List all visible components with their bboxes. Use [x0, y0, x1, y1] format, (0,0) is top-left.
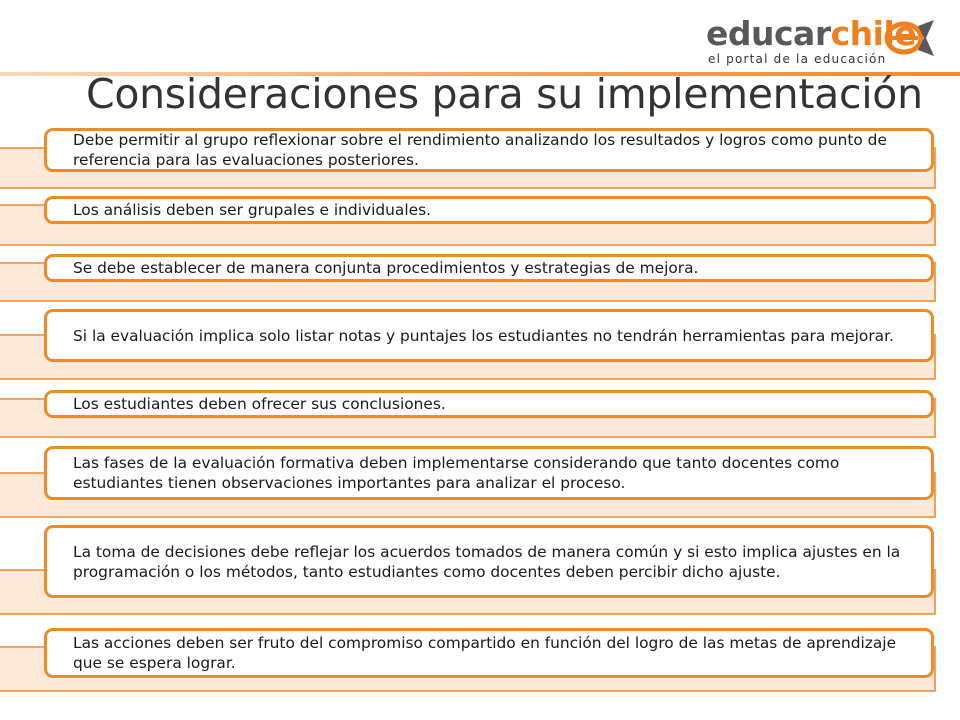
item-text-box: [44, 390, 934, 418]
item-text-box: [44, 254, 934, 282]
list-item: [0, 525, 936, 615]
logo-wordmark: educarchile: [706, 14, 917, 53]
item-text: Los estudiantes deben ofrecer sus conclusiones.: [73, 395, 446, 413]
item-text-box: [44, 628, 934, 678]
list-item: [0, 196, 936, 246]
item-text: Las acciones deben ser fruto del compromiso compartido en función del logro de las metas de aprendizaje que se espera lograr.: [73, 634, 897, 672]
item-text-box: [44, 309, 934, 362]
list-item: [0, 390, 936, 438]
item-text: Los análisis deben ser grupales e individuales.: [73, 201, 431, 219]
list-item: [0, 254, 936, 302]
item-text-box: [44, 525, 934, 598]
list-item: [0, 128, 936, 189]
logo-swoosh-icon: [882, 18, 936, 58]
list-item: [0, 446, 936, 518]
item-text-box: [44, 196, 934, 224]
logo-tagline: el portal de la educación: [708, 52, 887, 66]
item-text-box: [44, 128, 934, 172]
item-text: Se debe establecer de manera conjunta procedimientos y estrategias de mejora.: [73, 259, 699, 277]
item-text: Si la evaluación implica solo listar notas y puntajes los estudiantes no tendrán herramientas para mejorar.: [73, 326, 894, 345]
page-title: Consideraciones para su implementación: [86, 70, 923, 118]
item-text: La toma de decisiones debe reflejar los acuerdos tomados de manera común y si esto implica ajustes en la programación o los métodos, tanto estudiantes como docentes deben percibir dicho ajuste.: [73, 542, 901, 581]
list-item: [0, 628, 936, 692]
item-text: Las fases de la evaluación formativa deben implementarse considerando que tanto docentes como estudiantes tienen observaciones importantes para analizar el proceso.: [73, 454, 840, 492]
educarchile-logo[interactable]: [706, 14, 942, 72]
list-item: [0, 309, 936, 380]
item-text-box: [44, 446, 934, 500]
item-text: Debe permitir al grupo reflexionar sobre el rendimiento analizando los resultados y logros como punto de referencia para las evaluaciones posteriores.: [73, 131, 887, 169]
